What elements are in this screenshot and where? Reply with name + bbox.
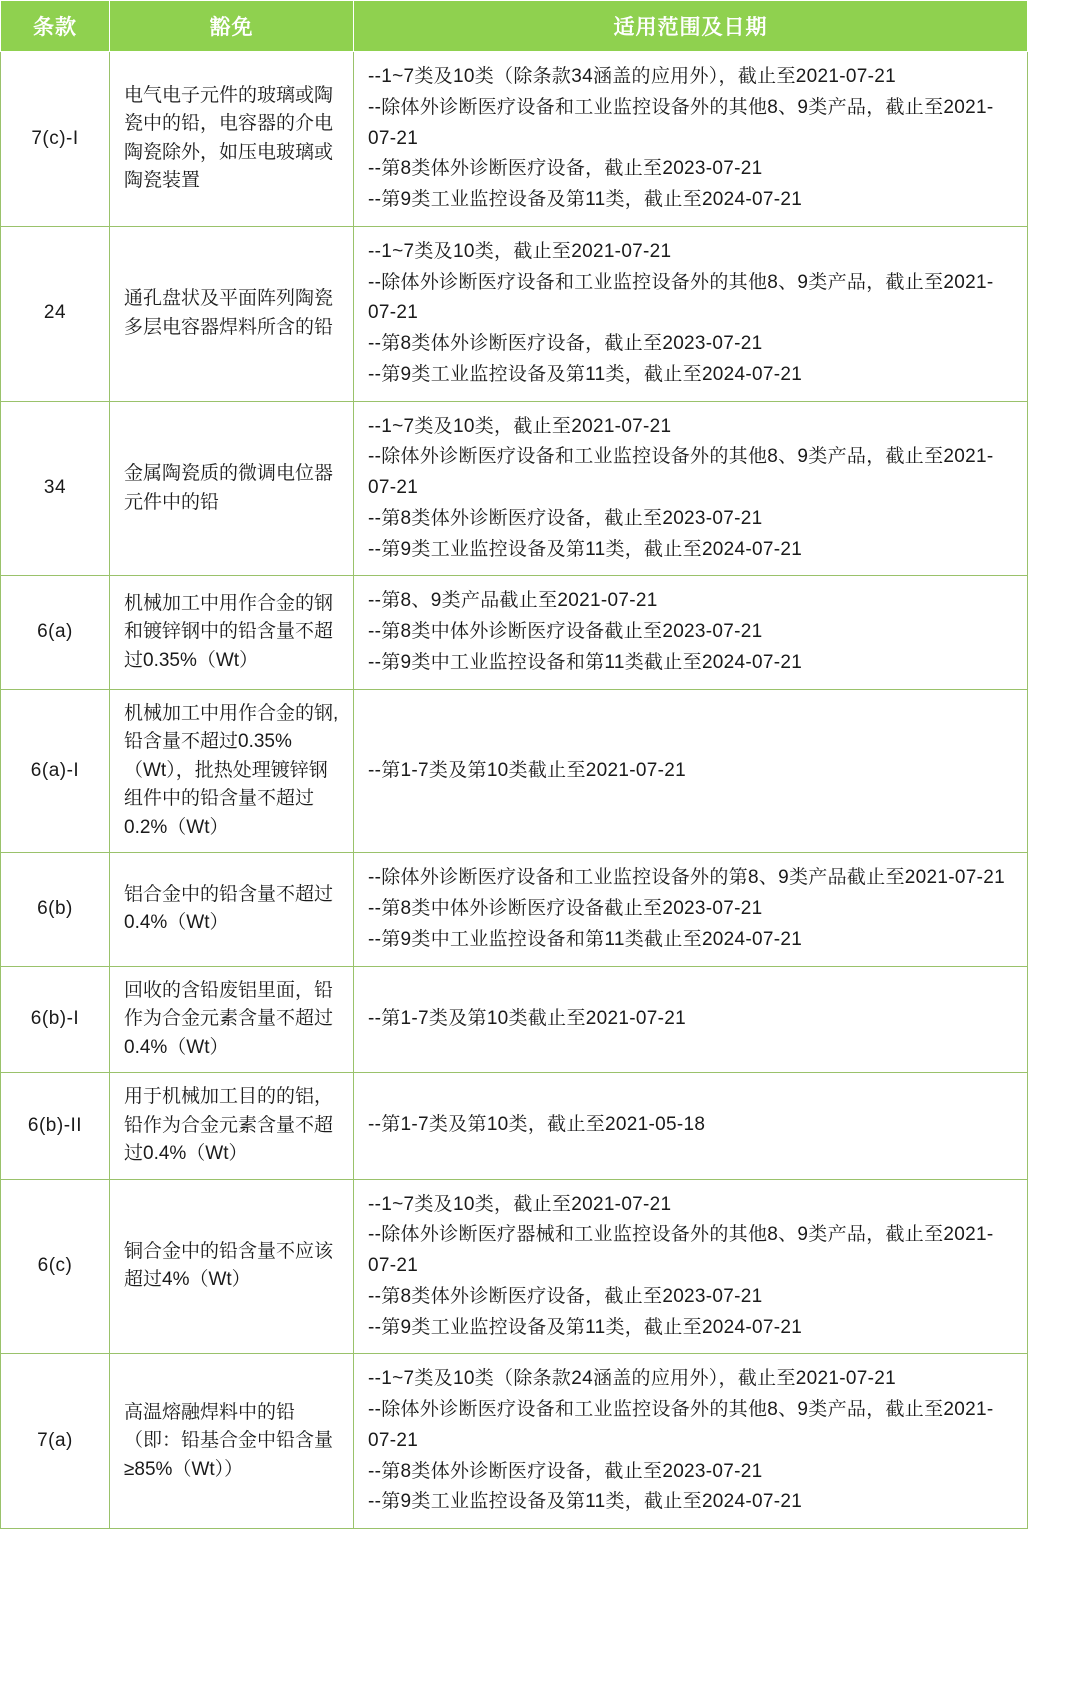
table-row <box>1 1179 1028 1354</box>
scope-line: --第9类工业监控设备及第11类，截止至2024-07-21 <box>368 1316 803 1338</box>
cell-exemption: 铝合金中的铅含量不超过0.4%（Wt） <box>110 853 354 966</box>
column-header-scope: 适用范围及日期 <box>354 1 1028 52</box>
scope-line: --第9类中工业监控设备和第11类截止至2024-07-21 <box>368 652 803 674</box>
column-header-clause: 条款 <box>1 1 110 52</box>
scope-line: --第8、9类产品截止至2021-07-21 <box>368 590 658 612</box>
scope-line: --第9类工业监控设备及第11类，截止至2024-07-21 <box>368 538 803 560</box>
table-header <box>1 1 1028 52</box>
scope-line: --除体外诊断医疗设备和工业监控设备外的其他8、9类产品，截止至2021-07-21 <box>368 271 994 324</box>
scope-line: --第9类工业监控设备及第11类，截止至2024-07-21 <box>368 363 803 385</box>
cell-exemption: 用于机械加工目的的铝，铅作为合金元素含量不超过0.4%（Wt） <box>110 1073 354 1180</box>
cell-clause: 6(a) <box>1 576 110 689</box>
scope-line: --1~7类及10类，截止至2021-07-21 <box>368 1193 672 1215</box>
scope-line: --第8类体外诊断医疗设备，截止至2023-07-21 <box>368 158 763 180</box>
column-header-exemption: 豁免 <box>110 1 354 52</box>
scope-line: --1~7类及10类（除条款24涵盖的应用外），截止至2021-07-21 <box>368 1368 896 1390</box>
cell-clause: 7(a) <box>1 1354 110 1529</box>
table-row <box>1 226 1028 401</box>
scope-line: --1~7类及10类，截止至2021-07-21 <box>368 240 672 262</box>
table-row <box>1 576 1028 689</box>
table-row <box>1 853 1028 966</box>
scope-line: --除体外诊断医疗设备和工业监控设备外的其他8、9类产品，截止至2021-07-21 <box>368 1399 994 1451</box>
scope-line: --第1-7类及第10类截止至2021-07-21 <box>368 759 686 781</box>
scope-line: --第8类中体外诊断医疗设备截止至2023-07-21 <box>368 621 763 643</box>
cell-clause: 24 <box>1 226 110 401</box>
scope-line: --1~7类及10类（除条款34涵盖的应用外），截止至2021-07-21 <box>368 66 896 87</box>
cell-scope <box>354 853 1028 966</box>
cell-exemption: 金属陶瓷质的微调电位器元件中的铅 <box>110 401 354 576</box>
table-row <box>1 966 1028 1073</box>
scope-line: --第8类中体外诊断医疗设备截止至2023-07-21 <box>368 898 763 920</box>
scope-line: --第9类中工业监控设备和第11类截止至2024-07-21 <box>368 928 803 950</box>
cell-exemption: 通孔盘状及平面阵列陶瓷多层电容器焊料所含的铅 <box>110 226 354 401</box>
scope-line: --第1-7类及第10类，截止至2021-05-18 <box>368 1114 706 1136</box>
scope-line: --第8类体外诊断医疗设备，截止至2023-07-21 <box>368 1285 763 1307</box>
cell-scope <box>354 576 1028 689</box>
cell-scope <box>354 401 1028 576</box>
table-row <box>1 1073 1028 1180</box>
table-body <box>1 52 1028 1529</box>
cell-clause: 7(c)-I <box>1 52 110 227</box>
scope-line: --第9类工业监控设备及第11类，截止至2024-07-21 <box>368 1491 803 1513</box>
scope-line: --除体外诊断医疗设备和工业监控设备外的其他8、9类产品，截止至2021-07-21 <box>368 96 994 149</box>
table-header-row <box>1 1 1028 52</box>
cell-clause: 6(b)-I <box>1 966 110 1073</box>
cell-exemption: 高温熔融焊料中的铅（即：铅基合金中铅含量≥85%（Wt）） <box>110 1354 354 1529</box>
cell-clause: 34 <box>1 401 110 576</box>
cell-exemption: 机械加工中用作合金的钢,铅含量不超过0.35%（Wt），批热处理镀锌钢组件中的铅含量不超过0.2%（Wt） <box>110 689 354 853</box>
scope-line: --除体外诊断医疗设备和工业监控设备外的其他8、9类产品，截止至2021-07-21 <box>368 446 994 499</box>
scope-line: --第8类体外诊断医疗设备，截止至2023-07-21 <box>368 1460 763 1482</box>
table-row <box>1 1354 1028 1529</box>
cell-scope <box>354 1179 1028 1354</box>
cell-clause: 6(a)-I <box>1 689 110 853</box>
cell-exemption: 铜合金中的铅含量不应该超过4%（Wt） <box>110 1179 354 1354</box>
scope-line: --除体外诊断医疗设备和工业监控设备外的第8、9类产品截止至2021-07-21 <box>368 867 1005 889</box>
cell-scope <box>354 689 1028 853</box>
scope-line: --第9类工业监控设备及第11类，截止至2024-07-21 <box>368 189 803 211</box>
cell-scope <box>354 1354 1028 1529</box>
cell-scope <box>354 226 1028 401</box>
cell-clause: 6(c) <box>1 1179 110 1354</box>
cell-exemption: 电气电子元件的玻璃或陶瓷中的铅，电容器的介电陶瓷除外，如压电玻璃或陶瓷装置 <box>110 52 354 227</box>
cell-scope <box>354 1073 1028 1180</box>
scope-line: --1~7类及10类，截止至2021-07-21 <box>368 415 672 437</box>
scope-line: --第1-7类及第10类截止至2021-07-21 <box>368 1007 686 1029</box>
scope-line: --第8类体外诊断医疗设备，截止至2023-07-21 <box>368 507 763 529</box>
cell-scope <box>354 52 1028 227</box>
cell-clause: 6(b)-II <box>1 1073 110 1180</box>
cell-clause: 6(b) <box>1 853 110 966</box>
cell-scope <box>354 966 1028 1073</box>
table-row <box>1 689 1028 853</box>
table-row <box>1 52 1028 227</box>
cell-exemption: 机械加工中用作合金的钢和镀锌钢中的铅含量不超过0.35%（Wt） <box>110 576 354 689</box>
cell-exemption: 回收的含铅废铝里面，铅作为合金元素含量不超过0.4%（Wt） <box>110 966 354 1073</box>
scope-line: --除体外诊断医疗器械和工业监控设备外的其他8、9类产品，截止至2021-07-21 <box>368 1224 994 1277</box>
table-row <box>1 401 1028 576</box>
scope-line: --第8类体外诊断医疗设备，截止至2023-07-21 <box>368 333 763 355</box>
